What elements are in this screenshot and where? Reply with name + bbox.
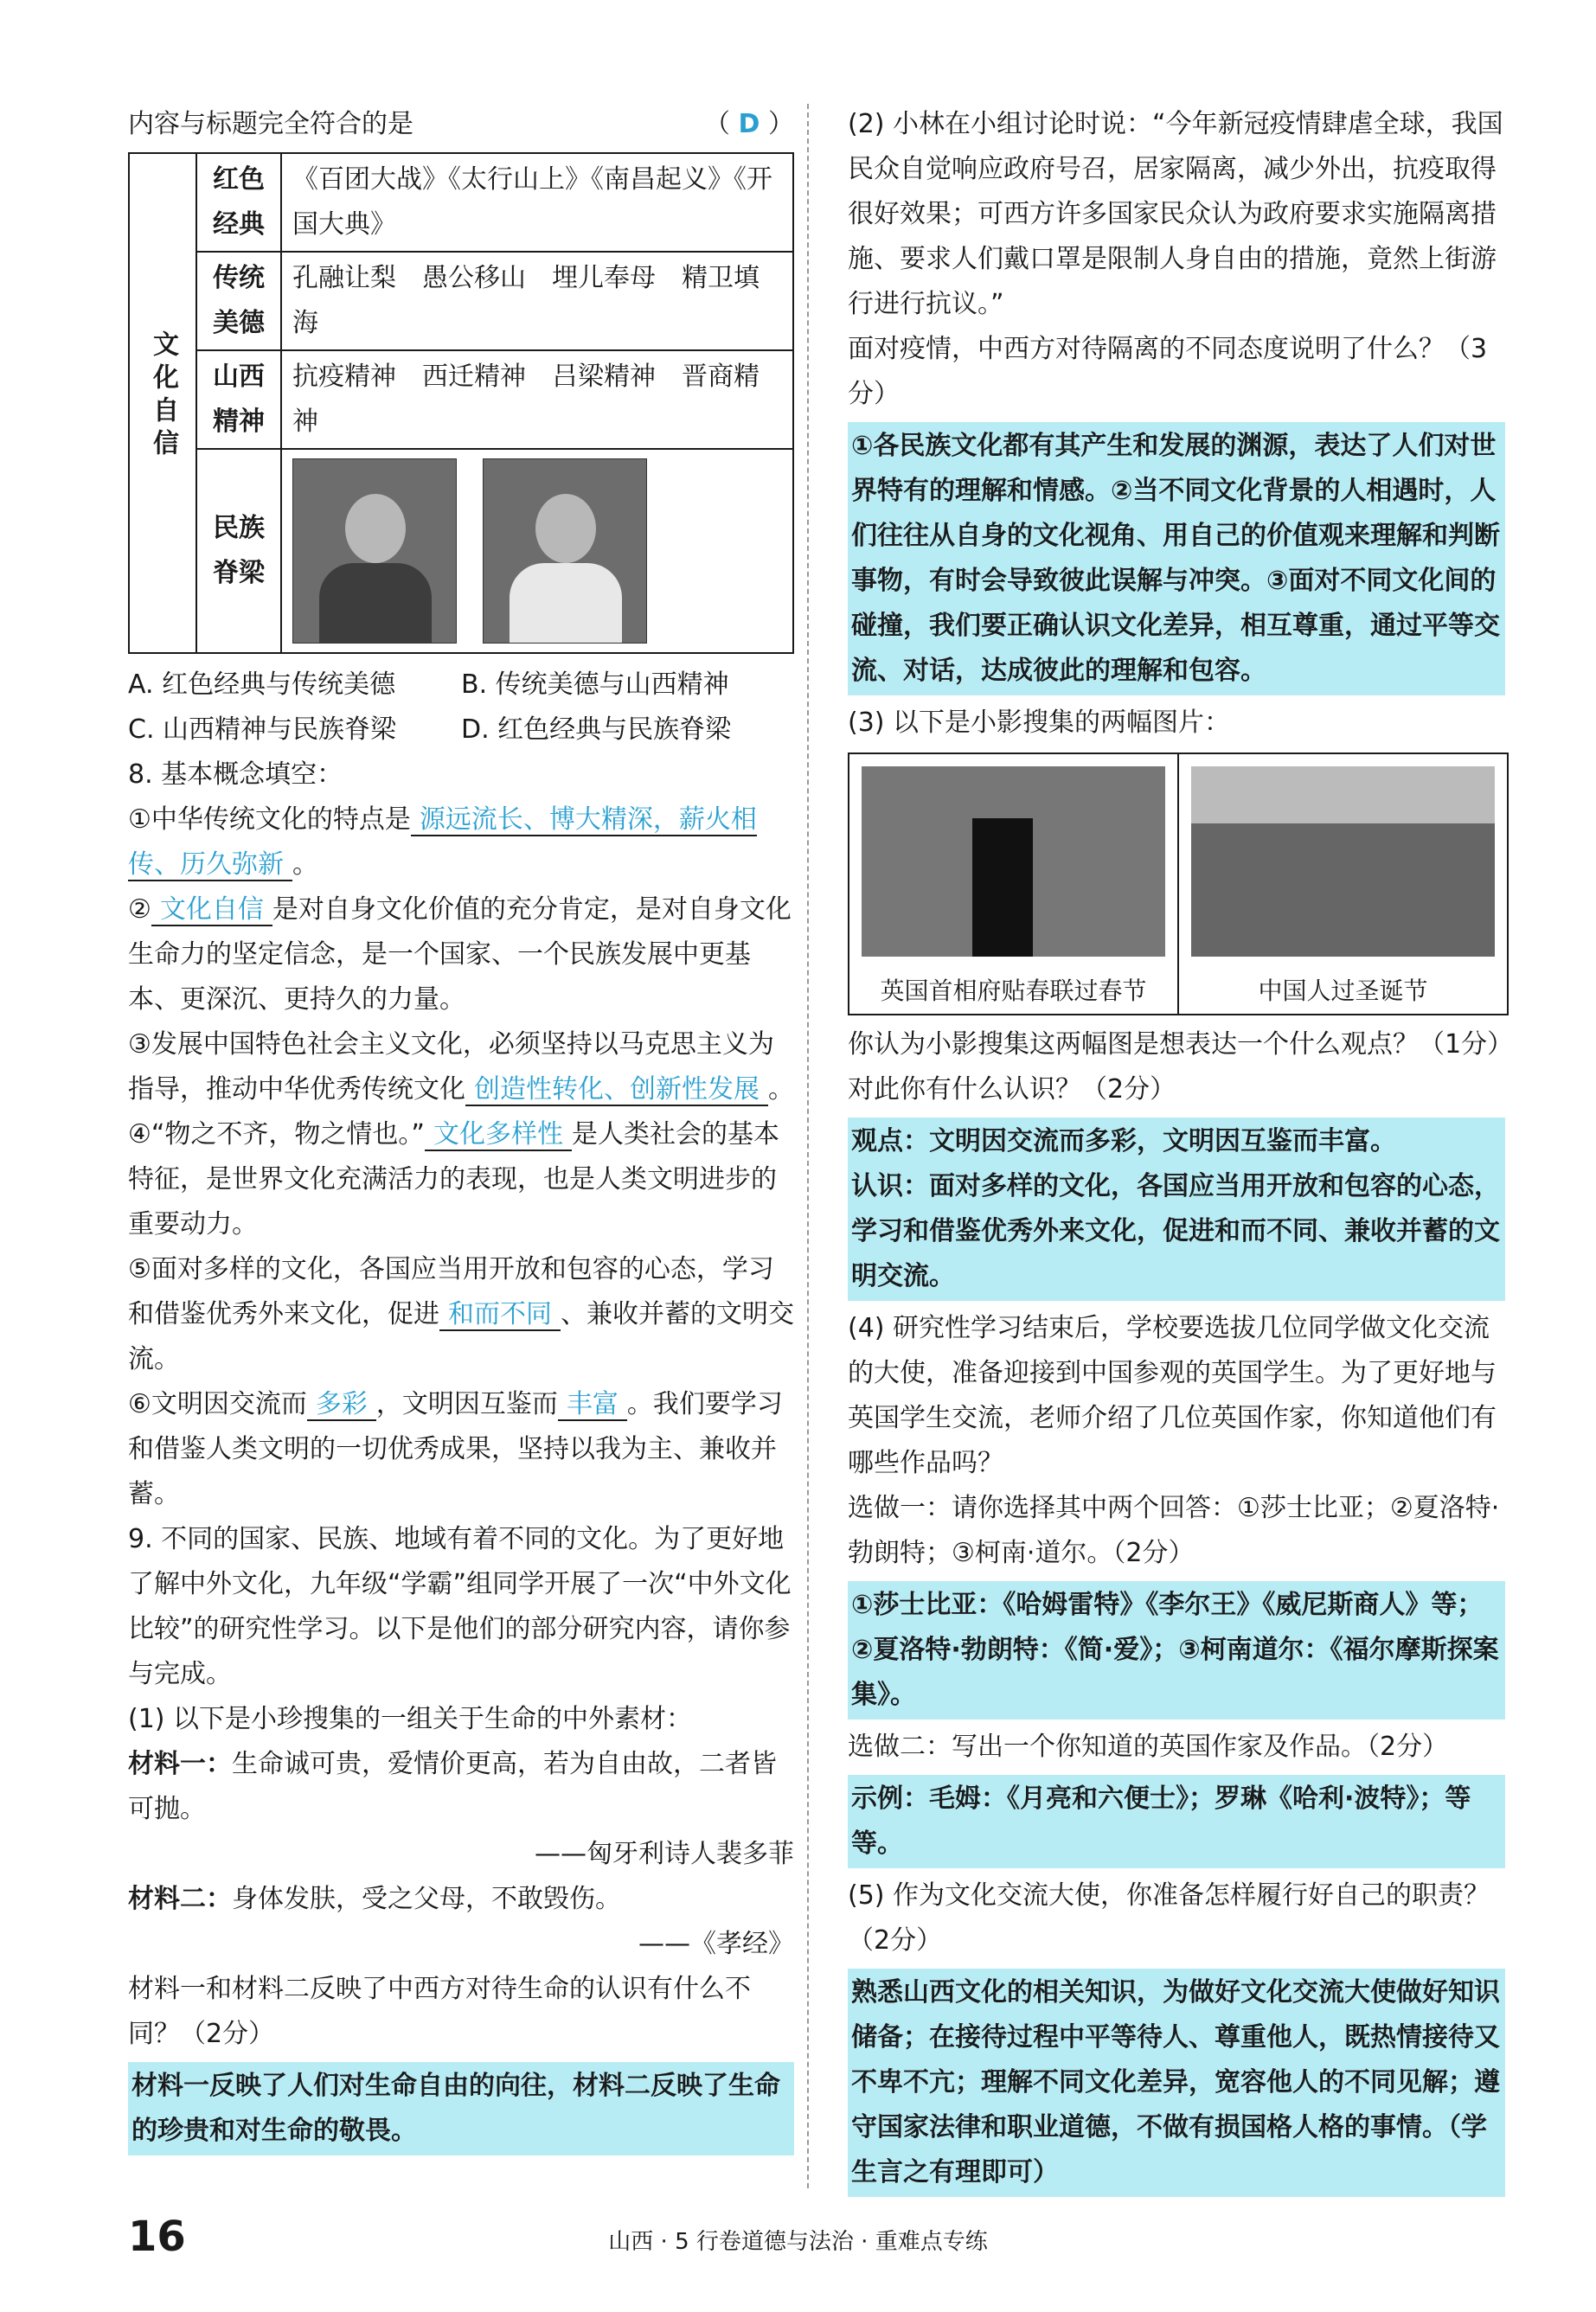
material-1-source: ——匈牙利诗人裴多菲 (535, 1839, 794, 1869)
material-2-source: ——《孝经》 (638, 1929, 794, 1959)
table-content: 孔融让梨 愚公移山 埋儿奉母 精卫填海 (281, 252, 793, 350)
table-category: 民族脊梁 (196, 449, 281, 653)
q9-part2-text: (2) 小林在小组讨论时说：“今年新冠疫情肆虐全球，我国民众自觉响应政府号召，居家隔离，减少外出，抗疫取得很好效果；可西方许多国家民众认为政府要求实施隔离措施、要求人们戴口罩是限制人身自由的措施，竟然上街游行进行抗议。” (848, 109, 1503, 319)
culture-table (128, 152, 794, 654)
q8-s6: ⑥文明因交流而 多彩 ，文明因互鉴而 丰富 。我们要学习和借鉴人类文明的一切优秀成果，坚持以我为主、兼收并蓄。 (128, 1389, 783, 1509)
q9-part3-text: (3) 以下是小影搜集的两幅图片： (848, 708, 1231, 738)
q8-title: 8. 基本概念填空： (128, 759, 343, 790)
q8-s2: ② 文化自信 是对自身文化价值的充分肯定，是对自身文化生命力的坚定信念，是一个国家、一个民族发展中更基本、更深沉、更持久的力量。 (128, 894, 792, 1015)
q9-part4-option2: 选做二：写出一个你知道的英国作家及作品。（2分） (848, 1732, 1449, 1762)
table-photos (281, 449, 793, 653)
picture-christmas-crowd (1179, 754, 1507, 1014)
q8-s1: ①中华传统文化的特点是 源远流长、博大精深，薪火相传、历久弥新 。 (128, 804, 757, 880)
material-2: 材料二：身体发肤，受之父母，不敢毁伤。 (128, 1884, 621, 1914)
q8-s5: ⑤面对多样的文化，各国应当用开放和包容的心态，学习和借鉴优秀外来文化，促进 和而不同 、兼收并蓄的文明交流。 (128, 1254, 794, 1374)
right-column (848, 102, 1505, 2202)
q9-part1-question: 材料一和材料二反映了中西方对待生命的认识有什么不同？（2分） (128, 1974, 751, 2049)
table-category: 红色经典 (196, 153, 281, 252)
q9-part3-question: 你认为小影搜集这两幅图是想表达一个什么观点？（1分）对此你有什么认识？（2分） (848, 1029, 1501, 1105)
q9-part4-answer2: 示例：毛姆：《月亮和六便士》；罗琳《哈利·波特》；等等。 (848, 1775, 1505, 1868)
q9-part5-answer: 熟悉山西文化的相关知识，为做好文化交流大使做好知识储备；在接待过程中平等待人、尊重他人，既热情接待又不卑不亢；理解不同文化差异，宽容他人的不同见解；遵守国家法律和职业道德，不做有损国格人格的事情。（学生言之有理即可） (848, 1969, 1505, 2197)
table-side-label: 文化自信 (129, 153, 196, 653)
table-content: 抗疫精神 西迁精神 吕梁精神 晋商精神 (281, 350, 793, 449)
option-c: C. 山西精神与民族脊梁 (128, 714, 397, 745)
material-1: 材料一：生命诚可贵，爱情价更高，若为自由故，二者皆可抛。 (128, 1749, 777, 1824)
q9-intro: 9. 不同的国家、民族、地域有着不同的文化。为了更好地了解中外文化，九年级“学霸”组同学开展了一次“中外文化比较”的研究性学习。以下是他们的部分研究内容，请你参与完成。 (128, 1524, 792, 1689)
q9-part4-answer1: ①莎士比亚：《哈姆雷特》《李尔王》《威尼斯商人》等；②夏洛特·勃朗特：《简·爱》；③柯南道尔：《福尔摩斯探案集》。 (848, 1581, 1505, 1720)
portrait-photo-1 (292, 458, 457, 644)
picture-downing-street (849, 754, 1179, 1014)
q9-part3-answer: 观点：文明因交流而多彩，文明因互鉴而丰富。 认识：面对多样的文化，各国应当用开放和包容的心态，学习和借鉴优秀外来文化，促进和而不同、兼收并蓄的文明交流。 (848, 1118, 1505, 1301)
q9-part2-question: 面对疫情，中西方对待隔离的不同态度说明了什么？（3分） (848, 334, 1488, 409)
q9-part5-text: (5) 作为文化交流大使，你准备怎样履行好自己的职责？（2分） (848, 1880, 1490, 1956)
portrait-photo-2 (483, 458, 647, 644)
q8-s3: ③发展中国特色社会主义文化，必须坚持以马克思主义为指导，推动中华优秀传统文化 创造性转化、创新性发展 。 (128, 1029, 794, 1105)
page-number: 16 (128, 2213, 186, 2261)
picture-caption: 英国首相府贴春联过春节 (880, 977, 1147, 1005)
picture-caption: 中国人过圣诞节 (1258, 977, 1428, 1005)
q9-part1: (1) 以下是小珍搜集的一组关于生命的中外素材： (128, 1704, 693, 1734)
q9-part4-text: (4) 研究性学习结束后，学校要选拔几位同学做文化交流的大使，准备迎接到中国参观的英国学生。为了更好地与英国学生交流，老师介绍了几位英国作家，你知道他们有哪些作品吗？ (848, 1313, 1497, 1478)
q9-part2-answer: ①各民族文化都有其产生和发展的渊源，表达了人们对世界特有的理解和情感。②当不同文化背景的人相遇时，人们往往从自身的文化视角、用自己的价值观来理解和判断事物，有时会导致彼此误解与冲突。③面对不同文化间的碰撞，我们要正确认识文化差异，相互尊重，通过平等交流、对话，达成彼此的理解和包容。 (848, 422, 1505, 695)
option-d: D. 红色经典与民族脊梁 (461, 714, 732, 745)
table-content: 《百团大战》《太行山上》《南昌起义》《开国大典》 (281, 153, 793, 252)
left-column (128, 102, 794, 2161)
q8-s4: ④“物之不齐，物之情也。” 文化多样性 是人类社会的基本特征，是世界文化充满活力的表现，也是人类文明进步的重要动力。 (128, 1119, 779, 1239)
option-b: B. 传统美德与山西精神 (461, 669, 729, 700)
picture-pair (848, 753, 1509, 1015)
table-category: 山西精神 (196, 350, 281, 449)
q9-part1-answer: 材料一反映了人们对生命自由的向往，材料二反映了生命的珍贵和对生命的敬畏。 (128, 2062, 794, 2155)
q9-part4-option1: 选做一：请你选择其中两个回答：①莎士比亚；②夏洛特·勃朗特；③柯南·道尔。（2分） (848, 1493, 1500, 1568)
q7-answer: D (738, 109, 760, 139)
book-title: 山西 · 5 行卷道德与法治 · 重难点专练 (608, 2229, 988, 2255)
q7-options (128, 663, 794, 753)
option-a: A. 红色经典与传统美德 (128, 669, 396, 700)
table-category: 传统美德 (196, 252, 281, 350)
column-divider (807, 104, 809, 2188)
q7-tail: 内容与标题完全符合的是 （ D ） (128, 109, 794, 139)
